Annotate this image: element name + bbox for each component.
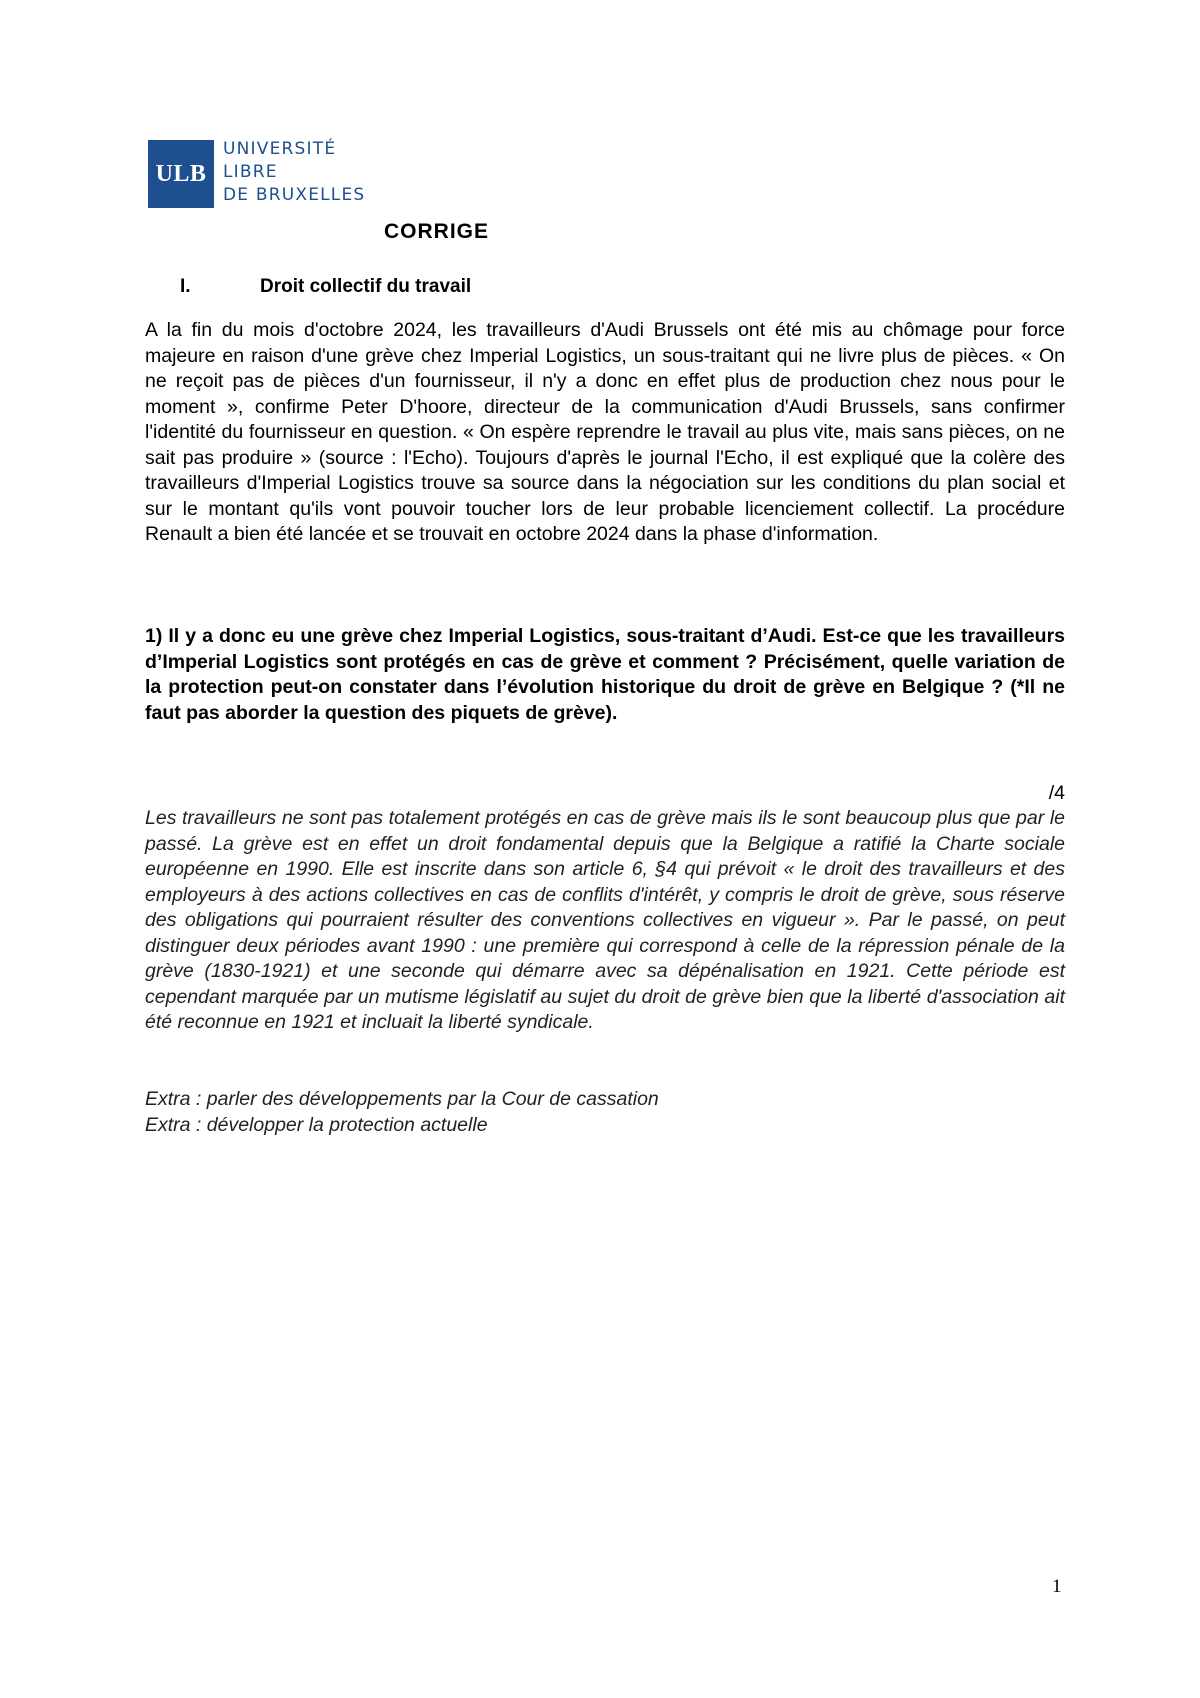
document-title: CORRIGE [384,220,490,243]
intro-paragraph: A la fin du mois d'octobre 2024, les travailleurs d'Audi Brussels ont été mis au chômage pour force majeure en raison d'une grève chez Imperial Logistics, un sous-traitant qui ne livre plus de pièces. « On ne reçoit pas de pièces d'un fournisseur, il n'y a donc en effet plus de production chez nous pour le moment », confirme Peter D'hoore, directeur de la communication d'Audi Brussels, sans confirmer l'identité du fournisseur en question. « On espère reprendre le travail au plus vite, mais sans pièces, on ne sait pas produire » (source : l'Echo). Toujours d'après le journal l'Echo, il est expliqué que la colère des travailleurs d'Imperial Logistics trouve sa source dans la négociation sur les conditions du plan social et sur le montant qu'ils vont pouvoir toucher lors de leur probable licenciement collectif. La procédure Renault a bien été lancée et se trouvait en octobre 2024 dans la phase d'information. [145,319,1065,545]
extras-list [145,1086,659,1138]
logo-line1: UNIVERSITÉ [223,139,337,159]
section-heading [180,276,471,298]
ulb-logo [148,140,365,208]
score-label: /4 [1048,782,1065,804]
ulb-logo-box [148,140,214,208]
logo-line2: LIBRE [223,162,278,182]
logo-line3: DE BRUXELLES [223,185,366,205]
section-number: I. [180,276,191,297]
page-number: 1 [1052,1576,1062,1597]
section-title: Droit collectif du travail [260,276,472,297]
question-paragraph: 1) Il y a donc eu une grève chez Imperial Logistics, sous-traitant d’Audi. Est-ce que les travailleurs d’Imperial Logistics sont protégés en cas de grève et comment ? Précisément, quelle variation de la protection peut-on constater dans l’évolution historique du droit de grève en Belgique ? (*Il ne faut pas aborder la question des piquets de grève). [145,625,1065,724]
answer-paragraph: Les travailleurs ne sont pas totalement protégés en cas de grève mais ils le sont beaucoup plus que par le passé. La grève est en effet un droit fondamental depuis que la Belgique a ratifié la Charte sociale européenne en 1990. Elle est inscrite dans son article 6, §4 qui prévoit « le droit des travailleurs et des employeurs à des actions collectives en cas de conflits d'intérêt, y compris le droit de grève, sous réserve des obligations qui pourraient résulter des conventions collectives en vigueur ». Par le passé, on peut distinguer deux périodes avant 1990 : une première qui correspond à celle de la répression pénale de la grève (1830-1921) et une seconde qui démarre avec sa dépénalisation en 1921. Cette période est cependant marquée par un mutisme législatif au sujet du droit de grève bien que la liberté d'association ait été reconnue en 1921 et incluait la liberté syndicale. [145,807,1065,1033]
logo-abbr: ULB [155,160,207,187]
extra-item: Extra : parler des développements par la Cour de cassation [145,1088,659,1110]
logo-text [223,138,365,207]
extra-item: Extra : développer la protection actuelle [145,1114,488,1136]
